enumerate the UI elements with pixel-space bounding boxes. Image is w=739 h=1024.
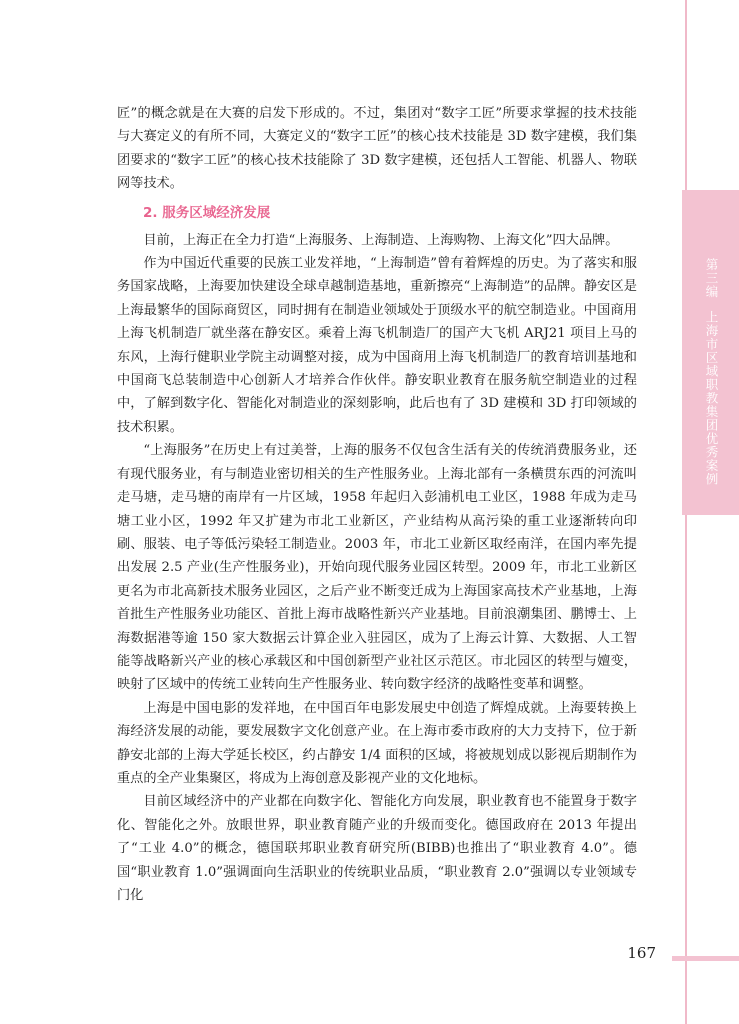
side-tab-part: 第三编 xyxy=(704,258,719,299)
page-number: 167 xyxy=(627,944,656,962)
paragraph-continuation: 匠”的概念就是在大赛的启发下形成的。不过，集团对“数字工匠”所要求掌握的技术技能与大赛定义的有所不同，大赛定义的“数字工匠”的核心技术技能是 3D 数字建模，我们集团要求的“数字工匠”的核心技术技能除了 3D 数字建模，还包括人工智能、机器人、物联网等技术。 xyxy=(117,106,637,192)
margin-rule-bottom xyxy=(685,515,687,1024)
page-number-bar xyxy=(672,956,739,961)
paragraph: 目前区域经济中的产业都在向数字化、智能化方向发展，职业教育也不能置身于数字化、智能化之外。放眼世界，职业教育随产业的升级而变化。德国政府在 2013 年提出了“工业 4.0”的概念，德国联邦职业教育研究所(BIBB)也推出了“职业教育 4.0”。德国“职业教育 1.0”强调面向生活职业的传统职业品质，“职业教育 2.0”强调以专业领域专门化 xyxy=(117,794,637,903)
margin-rule-top xyxy=(685,0,687,190)
section-heading: 2. 服务区域经济发展 xyxy=(143,204,271,221)
chapter-side-label xyxy=(696,258,726,486)
paragraph: “上海服务”在历史上有过美誉，上海的服务不仅包含生活有关的传统消费服务业，还有现代服务业，有与制造业密切相关的生产性服务业。上海北部有一条横贯东西的河流叫走马塘，走马塘的南岸有一片区域，1958 年起归入彭浦机电工业区，1988 年成为走马塘工业小区，1992 年又扩建为市北工业新区，产业结构从高污染的重工业逐渐转向印刷、服装、电子等低污染轻工制造业。2003 年，市北工业新区取经南洋，在国内率先提出发展 2.5 产业(生产性服务业)，开始向现代服务业园区转型。2009 年，市北工业新区更名为市北高新技术服务业园区，之后产业不断变迁成为上海国家高技术产业基地，上海首批生产性服务业功能区、首批上海市战略性新兴产业基地。目前浪潮集团、鹏博士、上海数据港等逾 150 家大数据云计算企业入驻园区，成为了上海云计算、大数据、人工智能等战略新兴产业的核心承载区和中国创新型产业社区示范区。市北园区的转型与嬗变，映射了区域中的传统工业转向生产性服务业、转向数字经济的战略性变革和调整。 xyxy=(117,443,637,693)
paragraph: 目前，上海正在全力打造“上海服务、上海制造、上海购物、上海文化”四大品牌。 xyxy=(143,232,619,248)
paragraph: 上海是中国电影的发祥地，在中国百年电影发展史中创造了辉煌成就。上海要转换上海经济发展的动能，要发展数字文化创意产业。在上海市委市政府的大力支持下，位于新静安北部的上海大学延长校区，约占静安 1/4 面积的区域，将被规划成以影视后期制作为重点的全产业集聚区，将成为上海创意及影视产业的文化地标。 xyxy=(117,700,637,786)
side-tab-title: 上海市区域职教集团优秀案例 xyxy=(704,310,719,486)
paragraph: 作为中国近代重要的民族工业发祥地，“上海制造”曾有着辉煌的历史。为了落实和服务国家战略，上海要加快建设全球卓越制造基地，重新擦亮“上海制造”的品牌。静安区是上海最繁华的国际商贸区，同时拥有在制造业领域处于顶级水平的航空制造业。中国商用上海飞机制造厂就坐落在静安区。乘着上海飞机制造厂的国产大飞机 ARJ21 项目上马的东风，上海行健职业学院主动调整对接，成为中国商用上海飞机制造厂的教育培训基地和中国商飞总装制造中心创新人才培养合作伙伴。静安职业教育在服务航空制造业的过程中，了解到数字化、智能化对制造业的深刻影响，此后也有了 3D 建模和 3D 打印领域的技术积累。 xyxy=(117,256,637,435)
page-body xyxy=(117,102,637,907)
